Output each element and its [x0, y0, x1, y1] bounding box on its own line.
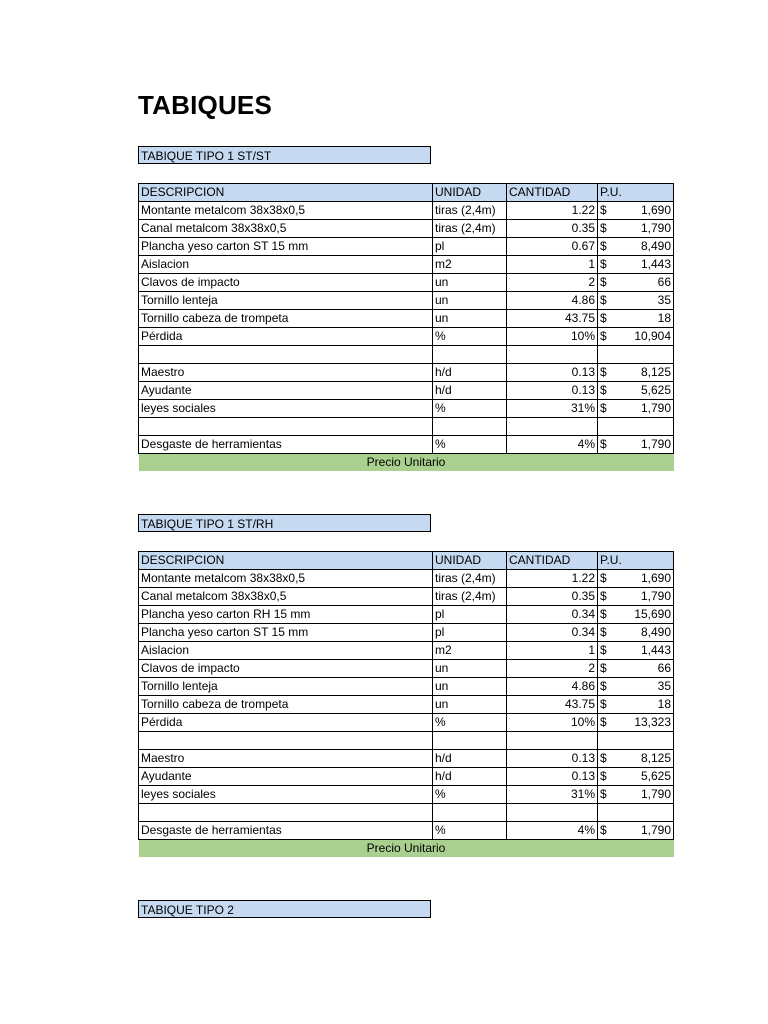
cell-descripcion: Maestro [139, 364, 433, 382]
cell-currency-symbol: $ [598, 570, 616, 588]
header-cantidad: CANTIDAD [507, 184, 598, 202]
cell-precio [616, 418, 674, 436]
cell-unidad: tiras (2,4m) [433, 588, 507, 606]
table-row [139, 588, 674, 606]
cell-currency-symbol [598, 804, 616, 822]
precio-unitario-label: Precio Unitario [139, 840, 674, 858]
cell-precio [616, 804, 674, 822]
cell-cantidad: 43.75 [507, 310, 598, 328]
cell-descripcion: Aislacion [139, 642, 433, 660]
cell-cantidad: 0.35 [507, 588, 598, 606]
cell-precio: 35 [616, 292, 674, 310]
cell-currency-symbol: $ [598, 400, 616, 418]
cell-cantidad [507, 346, 598, 364]
cell-cantidad: 1 [507, 642, 598, 660]
table-row [139, 310, 674, 328]
cell-unidad: h/d [433, 750, 507, 768]
section-title-tipo2: TABIQUE TIPO 2 [138, 900, 431, 918]
cell-descripcion: Pérdida [139, 714, 433, 732]
cell-unidad: % [433, 436, 507, 454]
table-row [139, 606, 674, 624]
cell-unidad: un [433, 696, 507, 714]
cell-precio: 8,125 [616, 364, 674, 382]
cell-cantidad: 4.86 [507, 678, 598, 696]
cell-descripcion: Plancha yeso carton RH 15 mm [139, 606, 433, 624]
table-row [139, 732, 674, 750]
cell-cantidad [507, 418, 598, 436]
cell-unidad: % [433, 714, 507, 732]
cell-precio [616, 346, 674, 364]
cell-precio: 8,490 [616, 624, 674, 642]
cell-currency-symbol: $ [598, 714, 616, 732]
table-row [139, 624, 674, 642]
cell-unidad: % [433, 786, 507, 804]
cell-unidad: h/d [433, 768, 507, 786]
cell-descripcion: Plancha yeso carton ST 15 mm [139, 238, 433, 256]
cell-unidad: un [433, 678, 507, 696]
cell-precio: 35 [616, 678, 674, 696]
cell-unidad: tiras (2,4m) [433, 202, 507, 220]
cell-cantidad: 0.67 [507, 238, 598, 256]
table-row [139, 328, 674, 346]
table-row [139, 768, 674, 786]
cell-descripcion: Montante metalcom 38x38x0,5 [139, 202, 433, 220]
cell-precio: 1,443 [616, 642, 674, 660]
cell-descripcion: Tornillo lenteja [139, 678, 433, 696]
table-row [139, 714, 674, 732]
cell-unidad: m2 [433, 256, 507, 274]
cell-unidad: % [433, 400, 507, 418]
cell-unidad: pl [433, 238, 507, 256]
cell-unidad [433, 346, 507, 364]
cell-cantidad: 4.86 [507, 292, 598, 310]
cell-currency-symbol: $ [598, 220, 616, 238]
cell-precio: 1,790 [616, 220, 674, 238]
cell-currency-symbol: $ [598, 678, 616, 696]
table-row [139, 660, 674, 678]
cell-descripcion: Canal metalcom 38x38x0,5 [139, 220, 433, 238]
cell-descripcion: Tornillo lenteja [139, 292, 433, 310]
table-header-row [139, 184, 674, 202]
cell-cantidad: 0.35 [507, 220, 598, 238]
header-unidad: UNIDAD [433, 184, 507, 202]
cell-currency-symbol: $ [598, 292, 616, 310]
cell-unidad [433, 418, 507, 436]
cell-descripcion: Tornillo cabeza de trompeta [139, 696, 433, 714]
cell-precio: 8,125 [616, 750, 674, 768]
cell-unidad: % [433, 822, 507, 840]
table-row [139, 822, 674, 840]
cell-unidad: h/d [433, 382, 507, 400]
cell-unidad: un [433, 660, 507, 678]
page-title: TABIQUES [138, 90, 273, 120]
cell-unidad: pl [433, 624, 507, 642]
cell-descripcion: Clavos de impacto [139, 660, 433, 678]
cell-cantidad: 0.13 [507, 768, 598, 786]
cell-currency-symbol [598, 732, 616, 750]
total-row [139, 454, 674, 472]
cell-precio: 1,690 [616, 570, 674, 588]
cell-currency-symbol [598, 418, 616, 436]
cell-cantidad: 31% [507, 786, 598, 804]
cell-currency-symbol: $ [598, 768, 616, 786]
cell-descripcion: Aislacion [139, 256, 433, 274]
table-row [139, 678, 674, 696]
cell-cantidad: 1.22 [507, 202, 598, 220]
table-row [139, 346, 674, 364]
table-row [139, 256, 674, 274]
cell-currency-symbol: $ [598, 606, 616, 624]
cell-cantidad: 2 [507, 660, 598, 678]
header-unidad: UNIDAD [433, 552, 507, 570]
cell-cantidad: 0.13 [507, 382, 598, 400]
table-row [139, 400, 674, 418]
cell-precio: 18 [616, 696, 674, 714]
table-row [139, 274, 674, 292]
cell-currency-symbol [598, 346, 616, 364]
table-row [139, 696, 674, 714]
section-title-tipo1-st-st: TABIQUE TIPO 1 ST/ST [138, 146, 431, 164]
table-row [139, 202, 674, 220]
cell-unidad: m2 [433, 642, 507, 660]
precio-unitario-label: Precio Unitario [139, 454, 674, 472]
cell-unidad: un [433, 310, 507, 328]
cell-currency-symbol: $ [598, 750, 616, 768]
cell-descripcion [139, 732, 433, 750]
cell-unidad [433, 804, 507, 822]
cell-descripcion: Montante metalcom 38x38x0,5 [139, 570, 433, 588]
cell-cantidad: 2 [507, 274, 598, 292]
cell-currency-symbol: $ [598, 328, 616, 346]
table-row [139, 238, 674, 256]
cell-cantidad: 1.22 [507, 570, 598, 588]
total-row [139, 840, 674, 858]
cell-precio: 13,323 [616, 714, 674, 732]
cell-precio: 8,490 [616, 238, 674, 256]
cell-currency-symbol: $ [598, 624, 616, 642]
cell-currency-symbol: $ [598, 660, 616, 678]
cell-descripcion: leyes sociales [139, 400, 433, 418]
cell-cantidad: 31% [507, 400, 598, 418]
table-row [139, 804, 674, 822]
header-pu: P.U. [598, 184, 674, 202]
cell-currency-symbol: $ [598, 310, 616, 328]
cell-currency-symbol: $ [598, 202, 616, 220]
cell-cantidad: 10% [507, 714, 598, 732]
cell-unidad: pl [433, 606, 507, 624]
cell-precio: 1,443 [616, 256, 674, 274]
cell-unidad [433, 732, 507, 750]
cell-currency-symbol: $ [598, 642, 616, 660]
cell-unidad: tiras (2,4m) [433, 220, 507, 238]
cell-cantidad: 4% [507, 822, 598, 840]
cell-currency-symbol: $ [598, 256, 616, 274]
table-header-row [139, 552, 674, 570]
cell-precio: 18 [616, 310, 674, 328]
section-title-tipo1-st-rh: TABIQUE TIPO 1 ST/RH [138, 514, 431, 532]
cell-currency-symbol: $ [598, 238, 616, 256]
cell-descripcion: Desgaste de herramientas [139, 436, 433, 454]
cell-precio: 1,790 [616, 436, 674, 454]
cell-descripcion [139, 418, 433, 436]
cell-descripcion: Tornillo cabeza de trompeta [139, 310, 433, 328]
table-row [139, 436, 674, 454]
cell-cantidad: 10% [507, 328, 598, 346]
cell-descripcion: Desgaste de herramientas [139, 822, 433, 840]
cell-cantidad: 0.34 [507, 624, 598, 642]
cell-descripcion [139, 804, 433, 822]
cell-unidad: tiras (2,4m) [433, 570, 507, 588]
cell-currency-symbol: $ [598, 822, 616, 840]
table-row [139, 750, 674, 768]
table-row [139, 642, 674, 660]
header-descripcion: DESCRIPCION [139, 552, 433, 570]
cell-precio: 5,625 [616, 382, 674, 400]
table-row [139, 418, 674, 436]
cell-descripcion [139, 346, 433, 364]
cell-cantidad: 0.34 [507, 606, 598, 624]
header-descripcion: DESCRIPCION [139, 184, 433, 202]
cell-currency-symbol: $ [598, 588, 616, 606]
cell-descripcion: Maestro [139, 750, 433, 768]
cell-cantidad: 0.13 [507, 364, 598, 382]
cell-descripcion: Ayudante [139, 768, 433, 786]
cell-cantidad: 4% [507, 436, 598, 454]
cell-cantidad: 1 [507, 256, 598, 274]
cell-cantidad [507, 732, 598, 750]
cell-currency-symbol: $ [598, 436, 616, 454]
cell-precio: 1,790 [616, 400, 674, 418]
cell-precio: 1,790 [616, 588, 674, 606]
cell-currency-symbol: $ [598, 364, 616, 382]
cell-descripcion: Canal metalcom 38x38x0,5 [139, 588, 433, 606]
cell-unidad: % [433, 328, 507, 346]
cell-currency-symbol: $ [598, 696, 616, 714]
cell-precio: 10,904 [616, 328, 674, 346]
cell-cantidad [507, 804, 598, 822]
cell-cantidad: 0.13 [507, 750, 598, 768]
cell-unidad: h/d [433, 364, 507, 382]
table-row [139, 570, 674, 588]
table-row [139, 364, 674, 382]
cell-unidad: un [433, 292, 507, 310]
cell-currency-symbol: $ [598, 786, 616, 804]
cell-precio: 15,690 [616, 606, 674, 624]
table-row [139, 382, 674, 400]
table-row [139, 220, 674, 238]
header-pu: P.U. [598, 552, 674, 570]
cell-precio: 66 [616, 274, 674, 292]
cell-precio [616, 732, 674, 750]
cell-precio: 1,790 [616, 786, 674, 804]
table-row [139, 786, 674, 804]
budget-table-tipo1-st-st [138, 183, 674, 471]
cell-precio: 1,690 [616, 202, 674, 220]
cell-unidad: un [433, 274, 507, 292]
cell-precio: 1,790 [616, 822, 674, 840]
budget-table-tipo1-st-rh [138, 551, 674, 857]
cell-descripcion: Clavos de impacto [139, 274, 433, 292]
cell-cantidad: 43.75 [507, 696, 598, 714]
cell-descripcion: leyes sociales [139, 786, 433, 804]
cell-currency-symbol: $ [598, 382, 616, 400]
table-row [139, 292, 674, 310]
cell-descripcion: Ayudante [139, 382, 433, 400]
cell-currency-symbol: $ [598, 274, 616, 292]
cell-precio: 66 [616, 660, 674, 678]
header-cantidad: CANTIDAD [507, 552, 598, 570]
cell-precio: 5,625 [616, 768, 674, 786]
cell-descripcion: Plancha yeso carton ST 15 mm [139, 624, 433, 642]
cell-descripcion: Pérdida [139, 328, 433, 346]
